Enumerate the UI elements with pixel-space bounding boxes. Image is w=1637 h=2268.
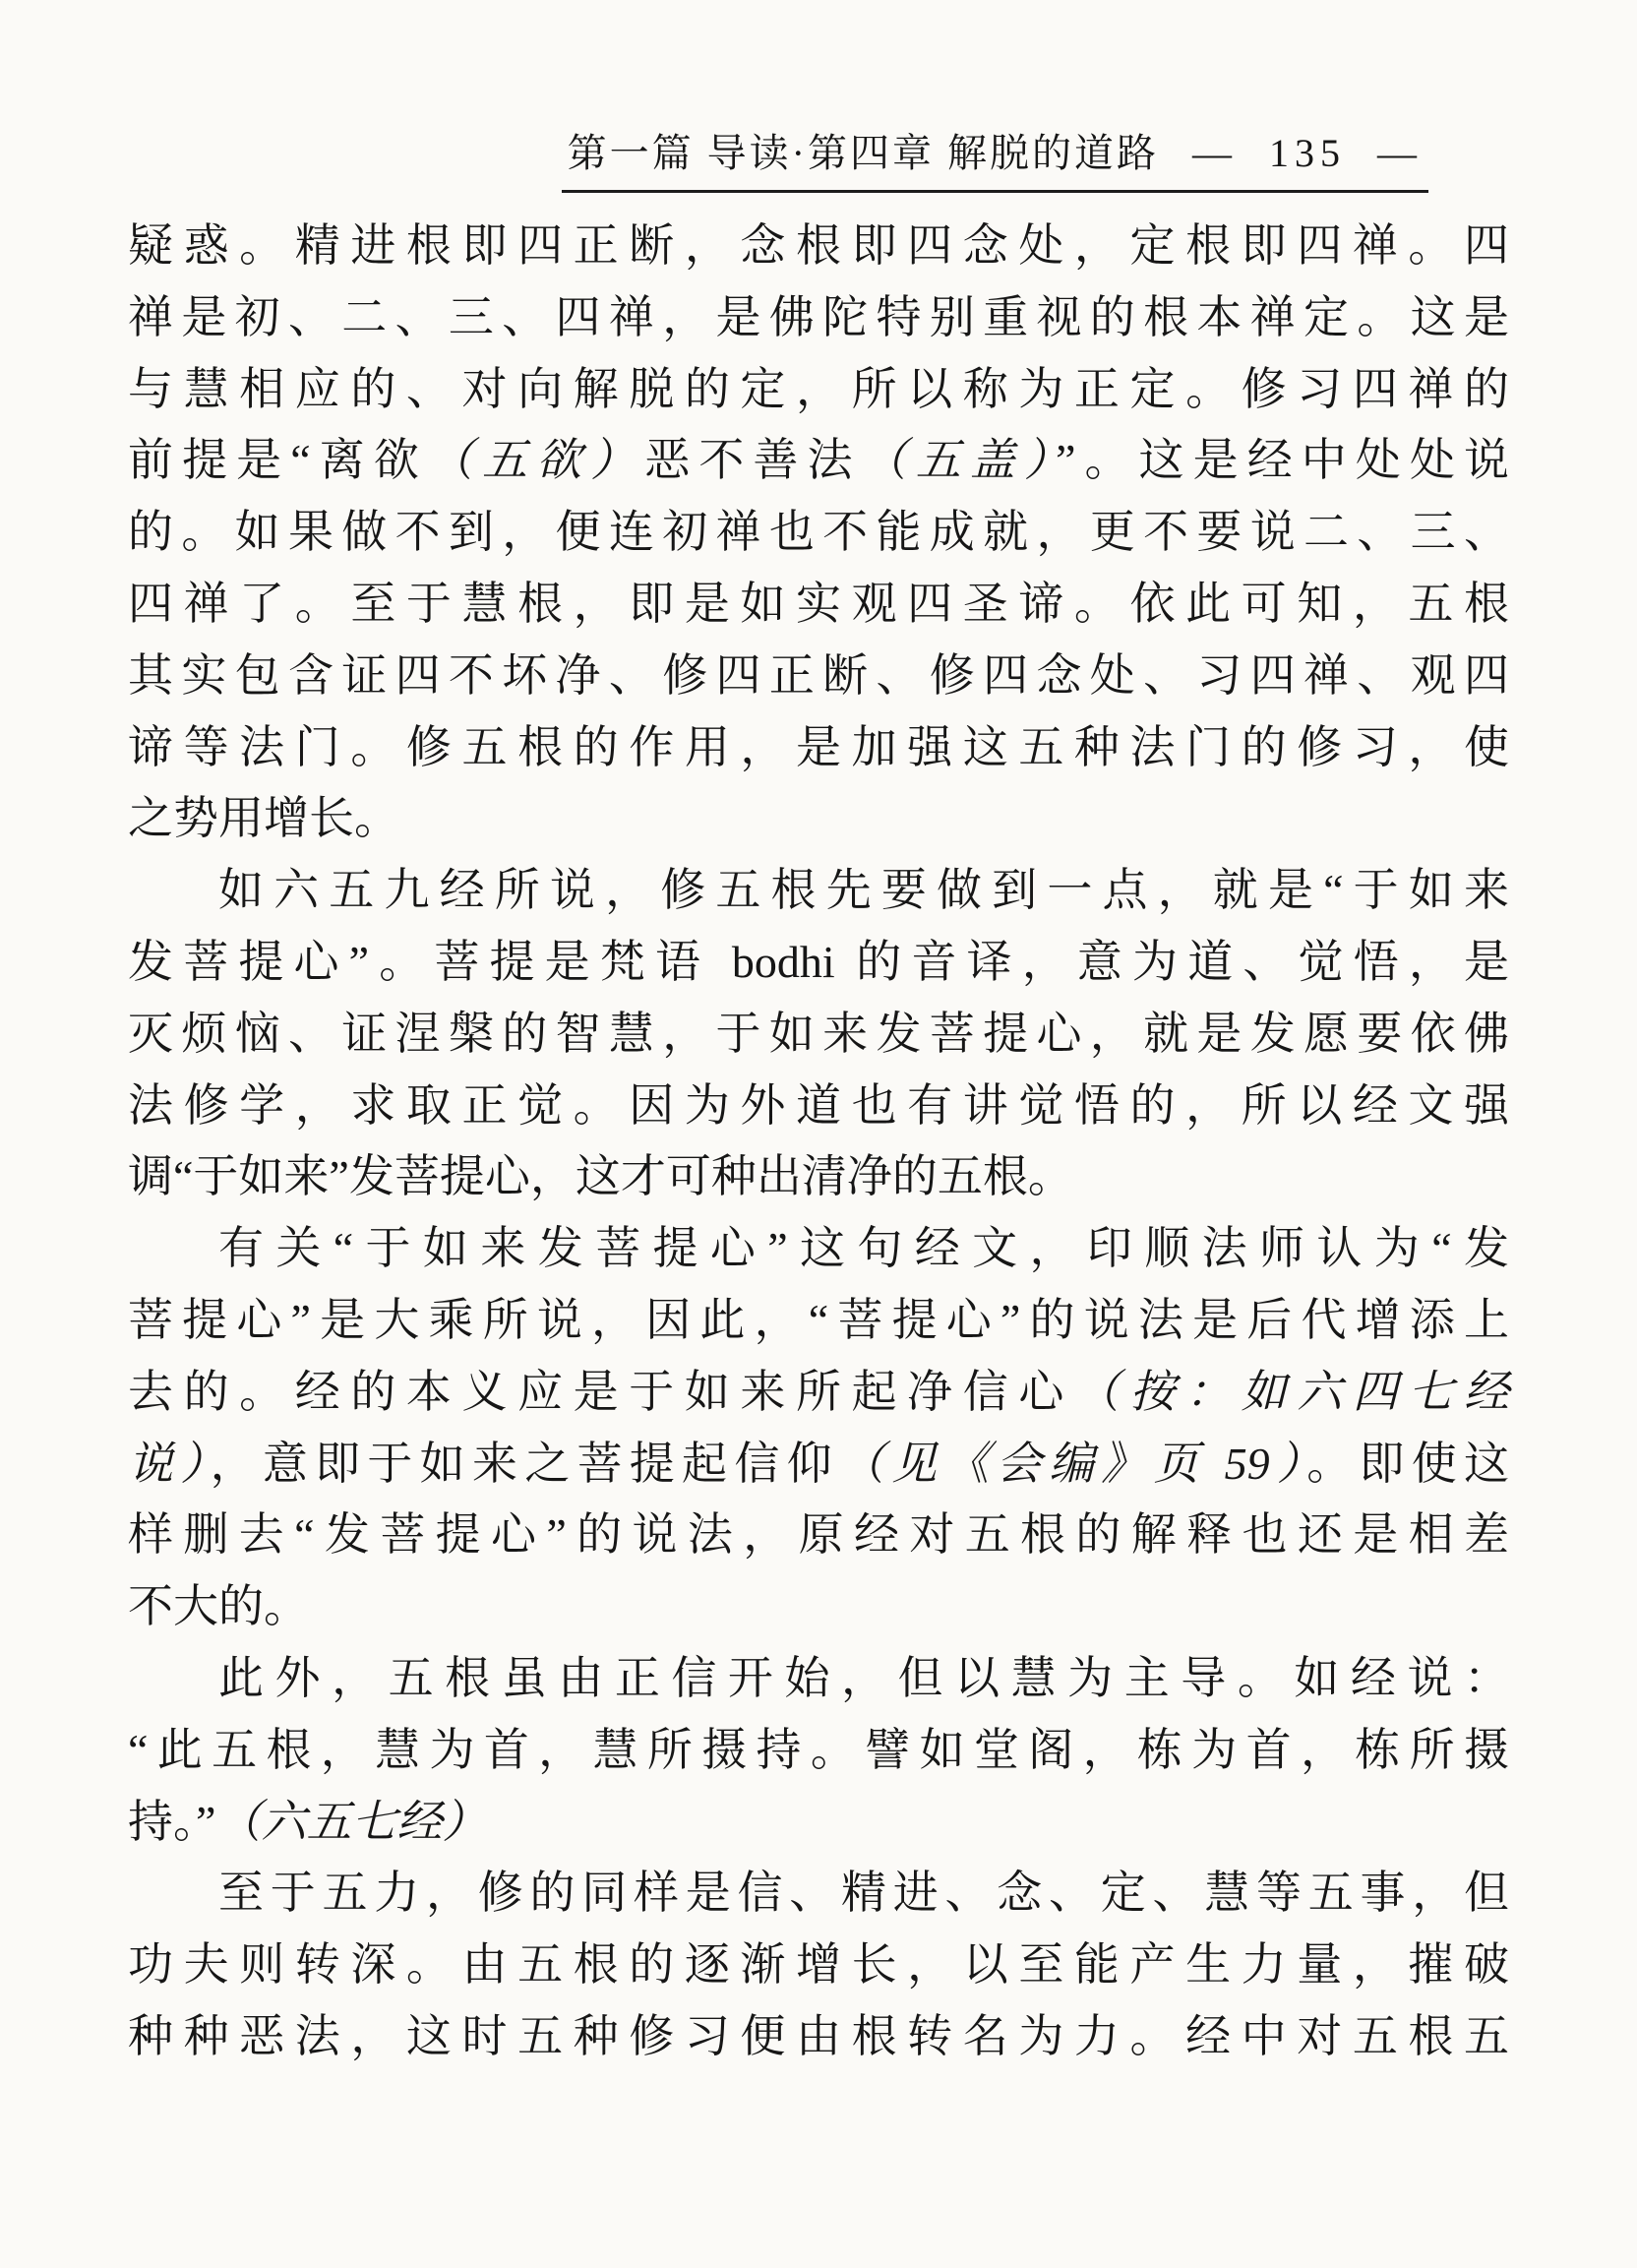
header-page-number: — 135 — <box>1192 131 1423 175</box>
body-run: 恶不善法 <box>644 435 862 486</box>
text-line <box>128 211 1509 282</box>
body-text <box>128 211 1509 2073</box>
text-line <box>128 1787 1509 1859</box>
text-line <box>128 1429 1509 1501</box>
text-line <box>128 1285 1509 1357</box>
text-line <box>128 999 1509 1071</box>
text-line <box>128 497 1509 569</box>
text-line <box>128 1643 1509 1715</box>
text-line <box>128 1213 1509 1285</box>
body-run: 。即使这 <box>1306 1438 1510 1489</box>
kai-annotation-text: （按：如六四七经 <box>1073 1366 1510 1417</box>
body-run: 此外，五根虽由正信开始，但以慧为主导。如经说： <box>218 1652 1509 1703</box>
header-chapter-title: 第一篇 导读·第四章 解脱的道路 <box>567 131 1159 175</box>
text-line <box>128 1571 1509 1643</box>
body-run: 样删去“发菩提心”的说法，原经对五根的解释也还是相差 <box>128 1509 1509 1561</box>
kai-annotation-text: 说） <box>128 1438 211 1489</box>
text-line <box>128 569 1509 641</box>
body-run: 不大的。 <box>128 1581 309 1632</box>
text-line <box>128 855 1509 927</box>
text-line <box>128 1930 1509 2001</box>
body-run: 的。如果做不到，便连初禅也不能成就，更不要说二、三、 <box>128 507 1509 558</box>
body-run: 发菩提心”。菩提是梵语 bodhi 的音译，意为道、觉悟，是 <box>128 936 1509 987</box>
body-run: 法修学，求取正觉。因为外道也有讲觉悟的，所以经文强 <box>128 1079 1509 1131</box>
body-run: 与慧相应的、对向解脱的定，所以称为正定。修习四禅的 <box>128 363 1509 414</box>
running-header-rule <box>562 122 1428 193</box>
body-run: 其实包含证四不坏净、修四正断、修四念处、习四禅、观四 <box>128 649 1509 701</box>
body-run: 种种恶法，这时五种修习便由根转名为力。经中对五根五 <box>128 2010 1509 2061</box>
body-run: 疑惑。精进根即四正断，念根即四念处，定根即四禅。四 <box>128 220 1509 271</box>
body-run: 调“于如来”发菩提心，这才可种出清净的五根。 <box>128 1151 1073 1202</box>
text-line <box>128 1715 1509 1787</box>
body-run: ，意即于如来之菩提起信仰 <box>210 1438 839 1489</box>
body-run: 有关“于如来发菩提心”这句经文，印顺法师认为“发 <box>218 1223 1509 1274</box>
text-line <box>128 641 1509 712</box>
body-run: 至于五力，修的同样是信、精进、念、定、慧等五事，但 <box>218 1868 1509 1919</box>
text-line <box>128 2001 1509 2073</box>
text-line <box>128 927 1509 999</box>
kai-annotation-text: （见《会编》页 59） <box>838 1438 1307 1489</box>
text-line <box>128 354 1509 426</box>
text-line <box>128 1500 1509 1571</box>
body-run: 菩提心”是大乘所说，因此，“菩提心”的说法是后代增添上 <box>128 1294 1509 1345</box>
body-run: 谛等法门。修五根的作用，是加强这五种法门的修习，使 <box>128 721 1509 772</box>
kai-annotation-text: （六五七经） <box>215 1796 488 1847</box>
body-run: 禅是初、二、三、四禅，是佛陀特别重视的根本禅定。这是 <box>128 291 1509 342</box>
body-run: ”。这是经中处处说 <box>1055 435 1510 486</box>
kai-annotation-text: （五欲） <box>427 435 645 486</box>
body-run: 如六五九经所说，修五根先要做到一点，就是“于如来 <box>218 865 1509 916</box>
text-line <box>128 712 1509 784</box>
body-run: 灭烦恼、证涅槃的智慧，于如来发菩提心，就是发愿要依佛 <box>128 1008 1509 1059</box>
text-line <box>128 1357 1509 1429</box>
body-run: 四禅了。至于慧根，即是如实观四圣谛。依此可知，五根 <box>128 578 1509 629</box>
text-line <box>128 1071 1509 1142</box>
body-run: 前提是“离欲 <box>128 435 428 486</box>
text-line <box>128 282 1509 354</box>
text-line <box>128 425 1509 497</box>
running-header <box>0 122 1428 193</box>
body-run: 功夫则转深。由五根的逐渐增长，以至能产生力量，摧破 <box>128 1939 1509 1991</box>
kai-annotation-text: （五盖） <box>861 435 1056 486</box>
body-run: 持。” <box>128 1796 216 1847</box>
text-line <box>128 783 1509 855</box>
body-run: 之势用增长。 <box>128 793 399 844</box>
body-run: “此五根，慧为首，慧所摄持。譬如堂阁，栋为首，栋所摄 <box>128 1724 1509 1775</box>
text-line <box>128 1858 1509 1930</box>
body-run: 去的。经的本义应是于如来所起净信心 <box>128 1366 1074 1417</box>
text-line <box>128 1141 1509 1213</box>
